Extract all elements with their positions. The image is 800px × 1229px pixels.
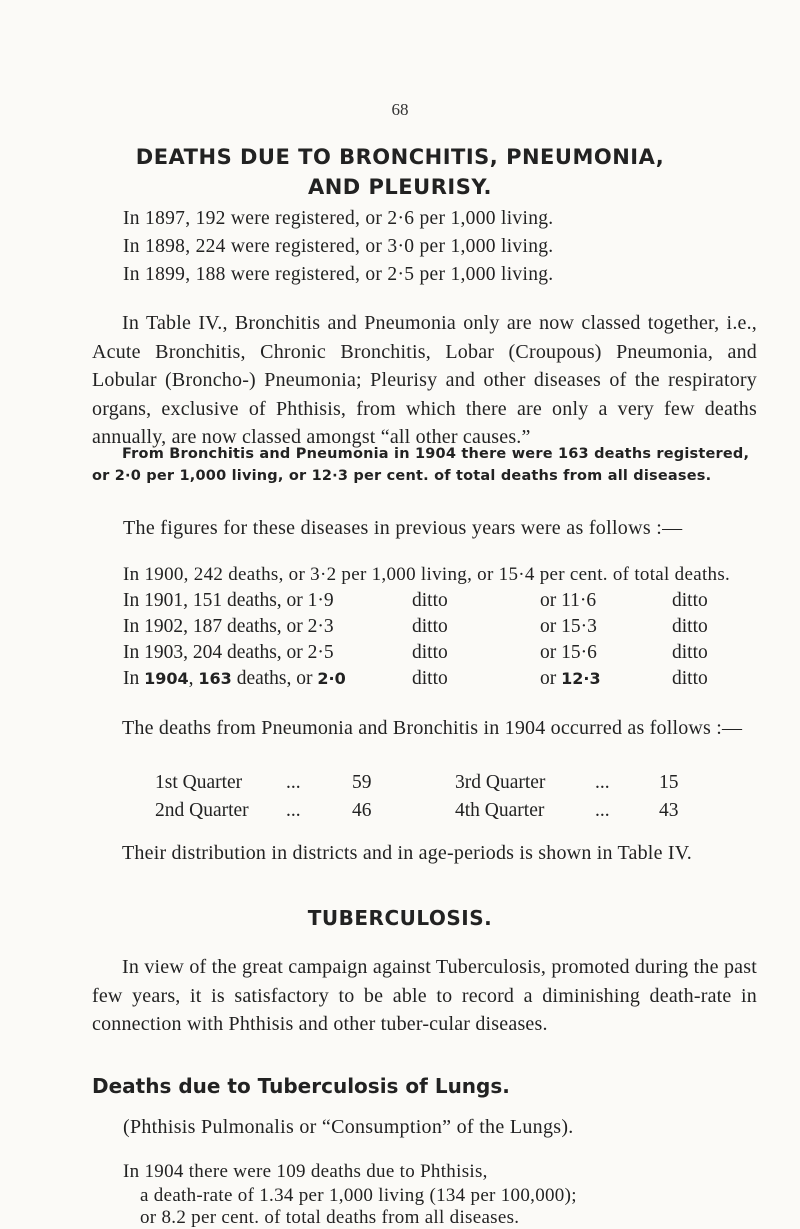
quarter-value: 46 bbox=[352, 800, 372, 821]
tuberculosis-lungs-heading: Deaths due to Tuberculosis of Lungs. bbox=[92, 1074, 510, 1098]
year-label: In 1904, 163 deaths, or 2·0 bbox=[123, 668, 346, 689]
ditto: ditto bbox=[412, 668, 448, 689]
dots: ... bbox=[595, 800, 610, 821]
quarter-label: 3rd Quarter bbox=[455, 772, 546, 793]
intro-line-1897: In 1897, 192 were registered, or 2·6 per 1,000 living. bbox=[123, 208, 554, 229]
ditto: ditto bbox=[412, 590, 448, 611]
final-line-1: In 1904 there were 109 deaths due to Phthisis, bbox=[123, 1161, 488, 1182]
phthisis-note: (Phthisis Pulmonalis or “Consumption” of the Lungs). bbox=[123, 1116, 574, 1138]
ditto: ditto bbox=[412, 616, 448, 637]
figures-intro: The figures for these diseases in previous years were as follows :— bbox=[123, 517, 683, 539]
page-number: 68 bbox=[391, 100, 409, 119]
dots: ... bbox=[286, 800, 301, 821]
tuberculosis-paragraph: In view of the great campaign against Tuberculosis, promoted during the past few years, it is satisfactory to be able to record a diminishing death-rate in connection with Phthisis and other tuber-cular diseases. bbox=[92, 956, 757, 1035]
quarter-label: 4th Quarter bbox=[455, 800, 545, 821]
quarters-intro: The deaths from Pneumonia and Bronchitis in 1904 occurred as follows :— bbox=[122, 717, 743, 739]
tuberculosis-heading: TUBERCULOSIS. bbox=[307, 906, 493, 930]
rate: or 11·6 bbox=[540, 590, 597, 611]
distribution-paragraph: Their distribution in districts and in age-periods is shown in Table IV. bbox=[122, 842, 692, 864]
quarter-label: 2nd Quarter bbox=[155, 800, 249, 821]
quarter-value: 43 bbox=[659, 800, 679, 821]
section-heading-pleurisy: AND PLEURISY. bbox=[307, 175, 493, 199]
year-row-1900: In 1900, 242 deaths, or 3·2 per 1,000 living, or 15·4 per cent. of total deaths. bbox=[123, 564, 731, 585]
dots: ... bbox=[286, 772, 301, 793]
dots: ... bbox=[595, 772, 610, 793]
summary-1904-paragraph: From Bronchitis and Pneumonia in 1904 there were 163 deaths registered, or 2·0 per 1,000 living, or 12·3 per cent. of total deaths from all diseases. bbox=[92, 446, 750, 484]
rate: or 15·6 bbox=[540, 642, 597, 663]
quarter-value: 59 bbox=[352, 772, 372, 793]
ditto: ditto bbox=[672, 668, 708, 689]
section-heading-bronchitis: DEATHS DUE TO BRONCHITIS, PNEUMONIA, bbox=[135, 145, 665, 169]
quarter-value: 15 bbox=[659, 772, 679, 793]
intro-line-1898: In 1898, 224 were registered, or 3·0 per 1,000 living. bbox=[123, 236, 554, 257]
ditto: ditto bbox=[672, 590, 708, 611]
intro-line-1899: In 1899, 188 were registered, or 2·5 per 1,000 living. bbox=[123, 264, 554, 285]
quarter-label: 1st Quarter bbox=[155, 772, 243, 793]
classification-paragraph: In Table IV., Bronchitis and Pneumonia only are now classed together, i.e., Acute Bronchitis, Chronic Bronchitis, Lobar (Croupous) Pneumonia, and Lobular (Broncho-) Pneumonia; Pleurisy and other diseases of the respiratory organs, exclusive of Phthisis, from which there are only a very few deaths annually, are now classed amongst “all other causes.” bbox=[92, 312, 757, 448]
final-line-3: or 8.2 per cent. of total deaths from all diseases. bbox=[140, 1207, 520, 1228]
ditto: ditto bbox=[672, 642, 708, 663]
final-line-2: a death-rate of 1.34 per 1,000 living (134 per 100,000); bbox=[140, 1185, 577, 1206]
rate: or 15·3 bbox=[540, 616, 597, 637]
year-label: In 1902, 187 deaths, or 2·3 bbox=[123, 616, 334, 637]
year-label: In 1903, 204 deaths, or 2·5 bbox=[123, 642, 334, 663]
year-label: In 1901, 151 deaths, or 1·9 bbox=[123, 590, 334, 611]
ditto: ditto bbox=[672, 616, 708, 637]
ditto: ditto bbox=[412, 642, 448, 663]
rate: or 12·3 bbox=[540, 668, 601, 689]
